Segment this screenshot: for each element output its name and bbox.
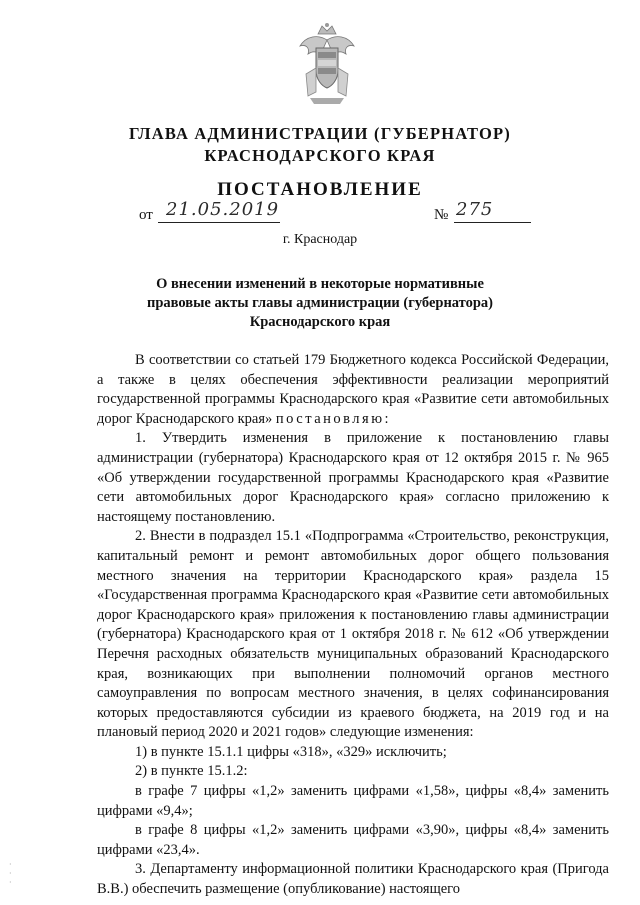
title-line: О внесении изменений в некоторые нормативные (156, 276, 484, 292)
body-paragraph-7: в графе 8 цифры «1,2» заменить цифрами «3,90», цифры «8,4» заменить цифрами «23,4». (97, 822, 609, 858)
document-title (120, 275, 520, 332)
body-paragraph-6: в графе 7 цифры «1,2» заменить цифрами «1,58», цифры «8,4» заменить цифрами «9,4»; (97, 783, 609, 819)
city-line: г. Краснодар (282, 232, 358, 247)
body-paragraph-3: 2. Внести в подраздел 15.1 «Подпрограмма «Строительство, реконструкция, капитальный ремонт и ремонт автомобильных дорог общего пользования местного значения на территории Краснодарского края» раздела 15 «Государственная программа Краснодарского края «Развитие сети автомобильных дорог Краснодарского края» приложения к постановлению главы администрации (губернатора) Краснодарского края от 1 октября 2018 г. № 612 «Об утверждении Перечня расходных обязательств муниципальных образований Краснодарского края, возникающих при выполнении полномочий органов местного самоуправления по вопросам местного значения, в целях софинансирования которых предоставляются субсидии из краевого бюджета, на 2019 год и на плановый период 2020 и 2021 годов» следующие изменения: (97, 528, 609, 741)
date-underline (158, 222, 280, 223)
scan-margin-marks: · · · (9, 860, 12, 887)
handwritten-number: 275 (456, 199, 494, 220)
number-underline (454, 222, 531, 223)
handwritten-date: 21.05.2019 (166, 199, 280, 220)
document-body (97, 351, 609, 900)
body-paragraph-1 (97, 351, 609, 429)
number-label: № (434, 207, 449, 223)
title-line: Краснодарского края (249, 314, 391, 330)
body-paragraph-8: 3. Департаменту информационной политики Краснодарского края (Пригода В.В.) обеспечить размещение (опубликование) настоящего (97, 861, 609, 898)
body-paragraph-4: 1) в пункте 15.1.1 цифры «318», «329» исключить; (135, 743, 447, 760)
title-line: правовые акты главы администрации (губернатора) (146, 295, 494, 311)
krasnodar-krai-coat-of-arms-icon (296, 22, 358, 104)
resolution-word: постановляю: (275, 410, 392, 427)
date-label: от (139, 207, 153, 223)
organization-line-2: КРАСНОДАРСКОГО КРАЯ (204, 146, 436, 165)
organization-line-1: ГЛАВА АДМИНИСТРАЦИИ (ГУБЕРНАТОР) (129, 124, 511, 143)
document-type: ПОСТАНОВЛЕНИЕ (217, 179, 423, 200)
body-paragraph-5: 2) в пункте 15.1.2: (135, 763, 248, 780)
paragraph-text: В соответствии со статьей 179 Бюджетного кодекса Российской Федерации, а также в целях обеспечения эффективности реализации мероприятий государственной программы Краснодарского края «Развитие сети автомобильных дорог Краснодарского края» (97, 352, 609, 427)
body-paragraph-2: 1. Утвердить изменения в приложение к постановлению главы администрации (губернатора) Краснодарского края от 12 октября 2015 г. № 965 «Об утверждении государственной программы Краснодарского края «Развитие сети автомобильных дорог Краснодарского края» согласно приложению к настоящему постановлению. (97, 430, 609, 525)
